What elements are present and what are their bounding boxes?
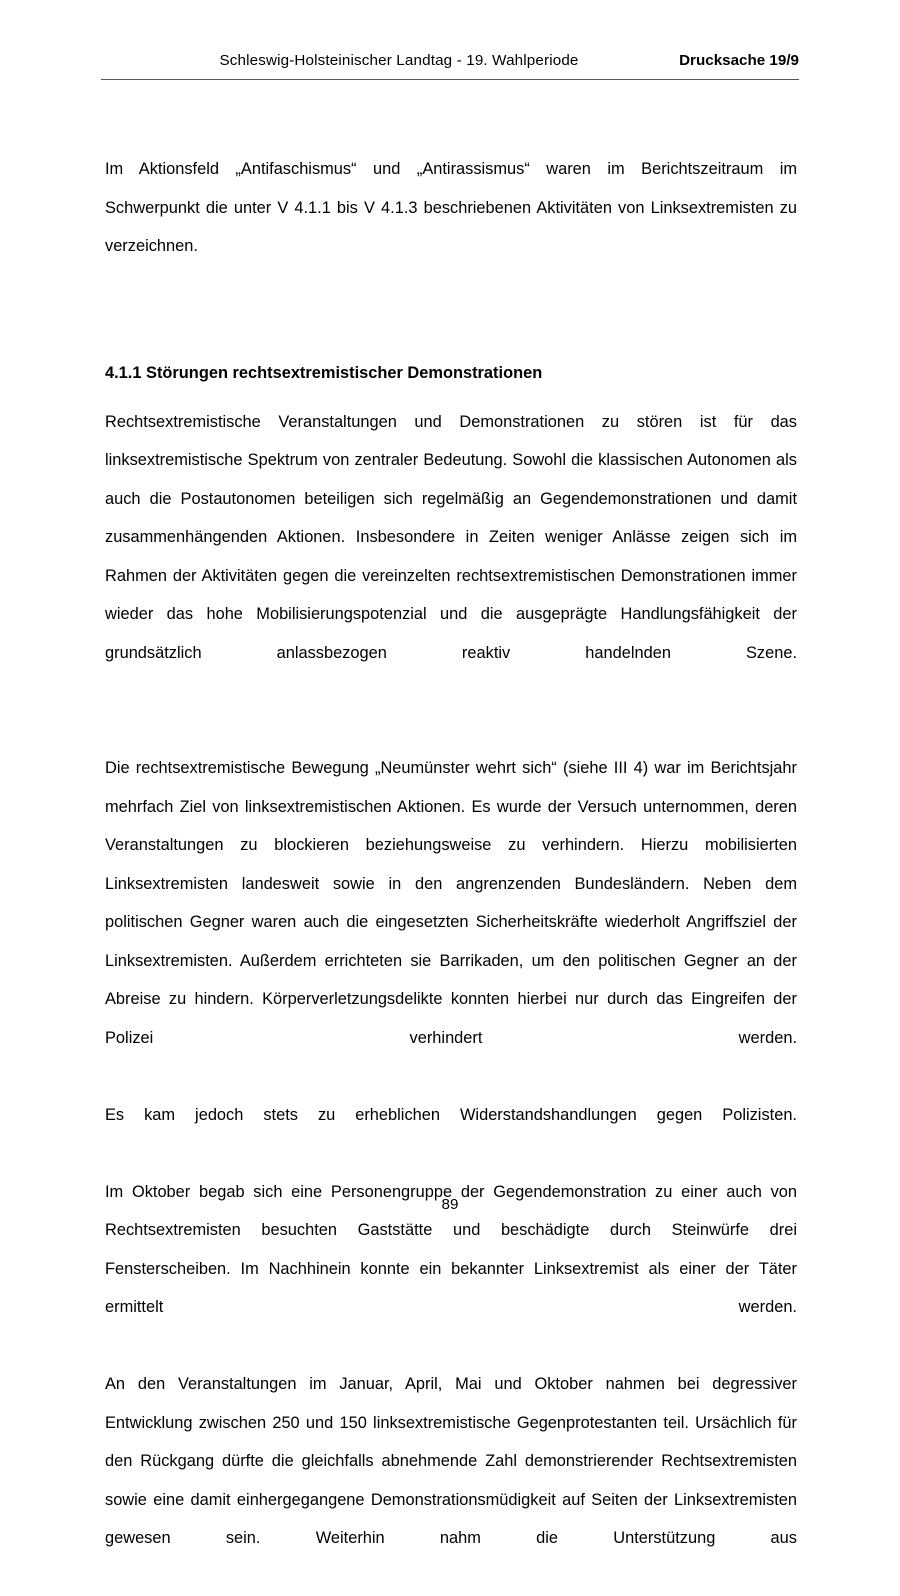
section-heading-4-1-1: 4.1.1 Störungen rechtsextremistischer Demonstrationen [105,364,543,382]
header-parliament-title: Schleswig-Holsteinischer Landtag - 19. Wahlperiode [219,52,579,69]
paragraph-intro-aktionsfeld: Im Aktionsfeld „Antifaschismus“ und „Antirassismus“ waren im Berichtszeitraum im Schwerpunkt die unter V 4.1.1 bis V 4.1.3 beschriebenen Aktivitäten von Linksextremisten zu verzeichnen. [105,160,797,255]
paragraph-oktober-gaststaette: Im Oktober begab sich eine Personengruppe der Gegendemonstration zu einer auch von Rechtsextremisten besuchten Gaststätte und beschädigte durch Steinwürfe drei Fensterscheiben. Im Nachhinein konnte ein bekannter Linksextremist als einer der Täter ermittelt werden. [105,1182,797,1316]
page-number: 89 [441,1196,459,1213]
paragraph-veranstaltungen-januar-oktober: An den Veranstaltungen im Januar, April, Mai und Oktober nahmen bei degressiver Entwicklung zwischen 250 und 150 linksextremistische Gegenprotestanten teil. Ursächlich für den Rückgang dürfte die gleichfalls abnehmende Zahl demonstrierender Rechtsextremisten sowie eine damit einhergegangene Demonstrationsmüdigkeit auf Seiten der Linksextremisten gewesen sein. Weiterhin nahm die Unterstützung aus [105,1375,797,1547]
header-document-number: Drucksache 19/9 [679,52,799,69]
paragraph-widerstandshandlungen: Es kam jedoch stets zu erheblichen Widerstandshandlungen gegen Polizisten. [105,1105,797,1124]
page-footer [0,1196,900,1213]
paragraph-bewegung-neumuenster: Die rechtsextremistische Bewegung „Neumünster wehrt sich“ (siehe III 4) war im Berichtsjahr mehrfach Ziel von linksextremistischen Aktionen. Es wurde der Versuch unternommen, deren Veranstaltungen zu blockieren beziehungsweise zu verhindern. Hierzu mobilisierten Linksextremisten landesweit sowie in den angrenzenden Bundesländern. Neben dem politischen Gegner waren auch die eingesetzten Sicherheitskräfte wiederholt Angriffsziel der Linksextremisten. Außerdem errichteten sie Barrikaden, um den politischen Gegner an der Abreise zu hindern. Körperverletzungsdelikte konnten hierbei nur durch das Eingreifen der Polizei verhindert werden. [105,759,797,1047]
header-row [101,50,799,79]
paragraph-rechtsextremistische-veranstaltungen: Rechtsextremistische Veranstaltungen und Demonstrationen zu stören ist für das linksextremistische Spektrum von zentraler Bedeutung. Sowohl die klassischen Autonomen als auch die Postautonomen beteiligen sich regelmäßig an Gegendemonstrationen und damit zusammenhängenden Aktionen. Insbesondere in Zeiten weniger Anlässe zeigen sich im Rahmen der Aktivitäten gegen die vereinzelten rechtsextremistischen Demonstrationen immer wieder das hohe Mobilisierungspotenzial und die ausgeprägte Handlungsfähigkeit der grundsätzlich anlassbezogen reaktiv handelnden Szene. [105,412,797,662]
page-header [101,50,799,80]
document-body [105,150,797,1596]
section-heading-block [105,354,797,393]
